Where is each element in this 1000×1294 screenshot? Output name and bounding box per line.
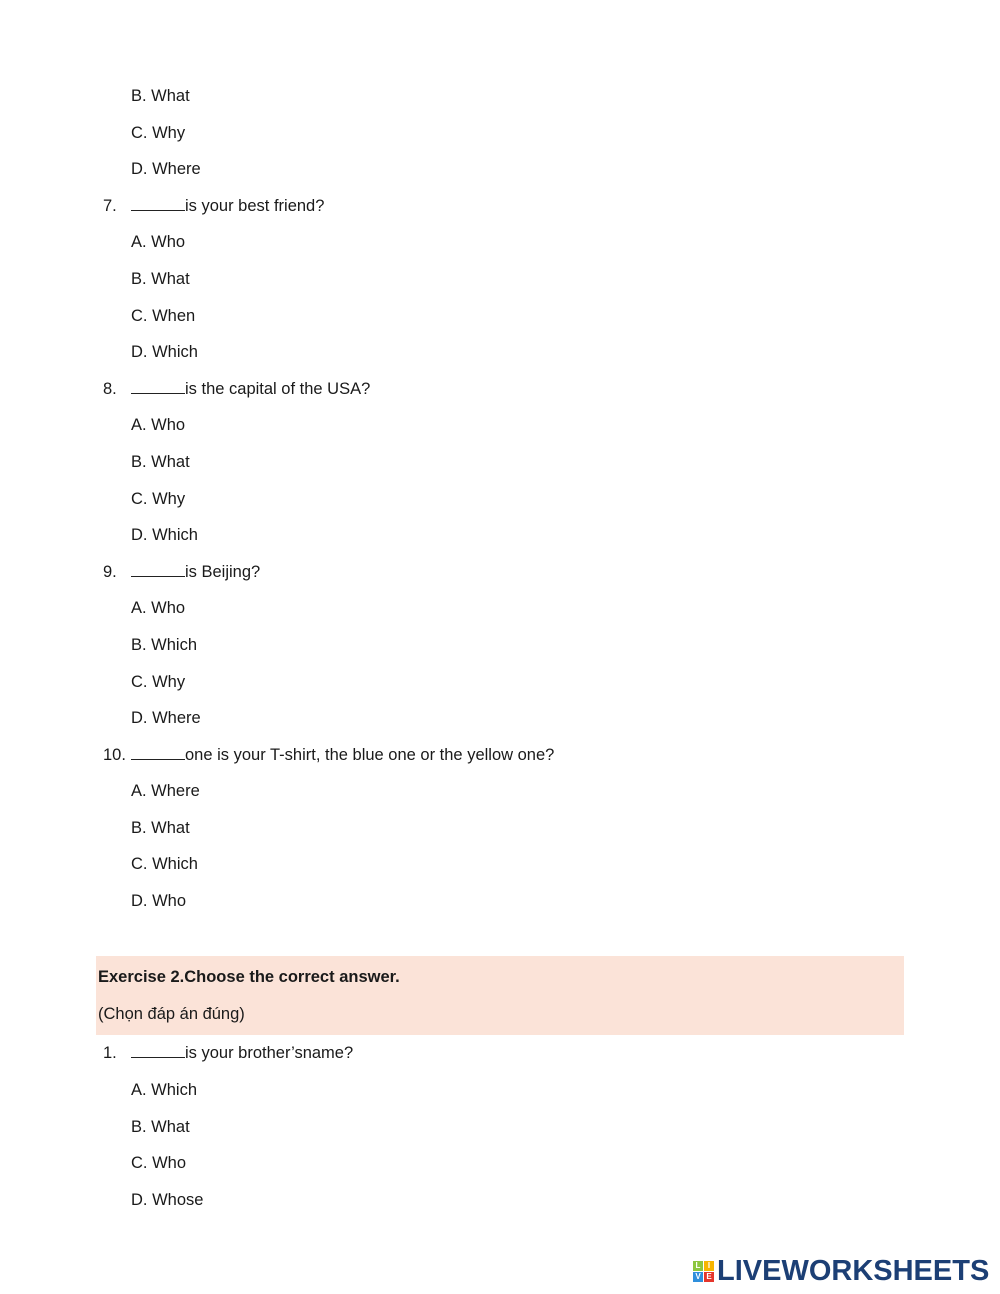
question-stem: is your best friend? [185, 196, 325, 215]
answer-option[interactable]: B. What [131, 818, 190, 837]
question-number: 1. [103, 1044, 117, 1063]
logo-tile: I [704, 1261, 714, 1271]
answer-option[interactable]: B. What [131, 269, 190, 288]
answer-option[interactable]: D. Which [131, 343, 198, 362]
question [0, 554, 1000, 591]
answer-option[interactable]: A. Who [131, 233, 186, 252]
question-stem: is the capital of the USA? [185, 379, 371, 398]
worksheet [0, 78, 1000, 1218]
question-number: 7. [103, 196, 117, 215]
exercise-title: Exercise 2.Choose the correct answer. [98, 968, 400, 987]
question-stem: is Beijing? [185, 562, 261, 581]
question-text [131, 554, 260, 591]
question-stem: one is your T-shirt, the blue one or the yellow one? [185, 745, 555, 764]
logo-text: LIVEWORKSHEETS [717, 1255, 990, 1287]
answer-blank[interactable] [131, 379, 185, 394]
question [0, 188, 1000, 225]
question-text [131, 188, 324, 225]
answer-option[interactable]: C. Who [131, 1154, 187, 1173]
answer-option[interactable]: C. Which [131, 855, 198, 874]
answer-option[interactable]: A. Who [131, 599, 186, 618]
answer-blank[interactable] [131, 745, 185, 760]
answer-option[interactable]: A. Which [131, 1081, 198, 1100]
question [0, 737, 1000, 774]
answer-option[interactable]: B. What [131, 1117, 190, 1136]
answer-option[interactable]: D. Where [131, 709, 201, 728]
answer-option[interactable]: D. Where [131, 160, 201, 179]
question-number: 10. [103, 745, 126, 764]
logo-tile: V [693, 1272, 703, 1282]
question-text [131, 1035, 353, 1072]
answer-blank[interactable] [131, 1043, 185, 1058]
question-stem: is your brother’sname? [185, 1044, 354, 1063]
answer-option[interactable]: B. What [131, 452, 190, 471]
answer-option[interactable]: A. Who [131, 416, 186, 435]
answer-option[interactable]: D. Which [131, 526, 198, 545]
answer-option[interactable]: B. Which [131, 635, 198, 654]
answer-option[interactable]: B. What [131, 87, 190, 105]
question-number: 9. [103, 562, 117, 581]
answer-option[interactable]: C. When [131, 306, 196, 325]
answer-blank[interactable] [131, 196, 185, 211]
answer-blank[interactable] [131, 562, 185, 577]
answer-option[interactable]: C. Why [131, 672, 186, 691]
logo-tiles-icon [693, 1261, 714, 1282]
answer-option[interactable]: A. Where [131, 782, 200, 801]
question-number: 8. [103, 379, 117, 398]
question-text [131, 371, 370, 408]
answer-option[interactable]: C. Why [131, 123, 186, 142]
exercise-subtitle: (Chọn đáp án đúng) [98, 1004, 245, 1023]
question [0, 1035, 1000, 1072]
answer-option[interactable]: D. Who [131, 892, 187, 911]
answer-option[interactable]: D. Whose [131, 1190, 204, 1209]
exercise-header [96, 956, 904, 1035]
logo-tile: E [704, 1272, 714, 1282]
spacer [0, 920, 1000, 957]
liveworksheets-logo [693, 1255, 989, 1288]
answer-option[interactable]: C. Why [131, 489, 186, 508]
logo-tile: L [693, 1261, 703, 1271]
question-text [131, 737, 554, 774]
question [0, 371, 1000, 408]
